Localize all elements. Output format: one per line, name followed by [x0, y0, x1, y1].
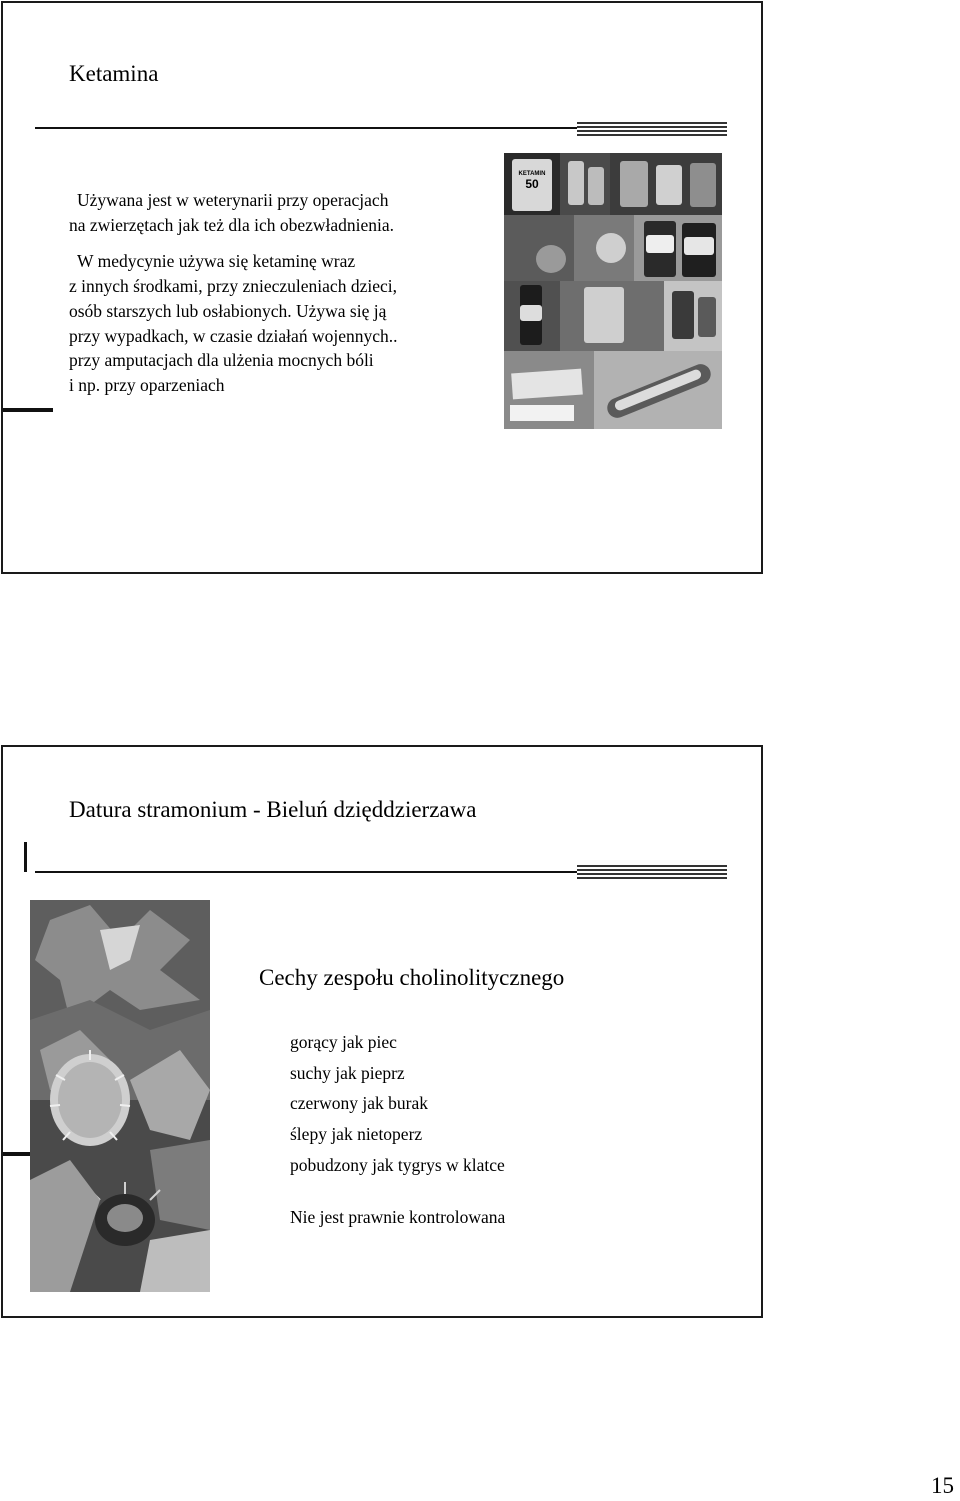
- body-line: osób starszych lub osłabionych. Używa się ją: [69, 300, 387, 321]
- body-line: i np. przy oparzeniach: [69, 374, 225, 395]
- ketamine-products-photo: [504, 153, 722, 429]
- vial-label: KETAMIN: [518, 171, 546, 177]
- symptom-list: [290, 1027, 505, 1181]
- slide-body: [69, 188, 499, 398]
- list-item: gorący jak piec: [290, 1032, 397, 1052]
- body-line: z innych środkami, przy znieczuleniach dzieci,: [69, 276, 397, 297]
- page-number: 15: [931, 1473, 954, 1498]
- slide-datura: [1, 745, 763, 1318]
- left-accent-bar: [3, 408, 53, 412]
- body-line: Używana jest w weterynarii przy operacjach: [77, 190, 389, 210]
- list-item: suchy jak pieprz: [290, 1062, 405, 1083]
- vial-dose: 50: [525, 177, 539, 191]
- divider-accent: [577, 122, 727, 136]
- section-heading: Cechy zespołu cholinolitycznego: [259, 965, 565, 990]
- slide-title: Datura stramonium - Bieluń dzięddzierzawa: [69, 797, 477, 822]
- plant-illustration: [30, 900, 210, 1292]
- photo-tile: [504, 153, 560, 215]
- slide-title: Ketamina: [69, 61, 159, 86]
- left-accent-tick: [24, 842, 27, 872]
- body-line: przy wypadkach, w czasie działań wojennych..: [69, 325, 398, 346]
- body-line: W medycynie używa się ketaminę wraz: [77, 251, 356, 272]
- body-line: na zwierzętach jak też dla ich obezwładnienia.: [69, 214, 395, 235]
- list-item: ślepy jak nietoperz: [290, 1124, 423, 1145]
- divider-accent: [577, 865, 727, 879]
- legal-status-note: Nie jest prawnie kontrolowana: [290, 1207, 506, 1227]
- slide-ketamina: [1, 1, 763, 574]
- datura-plant-photo: [30, 900, 210, 1292]
- list-item: pobudzony jak tygrys w klatce: [290, 1154, 505, 1175]
- list-item: czerwony jak burak: [290, 1093, 428, 1114]
- body-line: przy amputacjach dla ulżenia mocnych bóli: [69, 350, 374, 371]
